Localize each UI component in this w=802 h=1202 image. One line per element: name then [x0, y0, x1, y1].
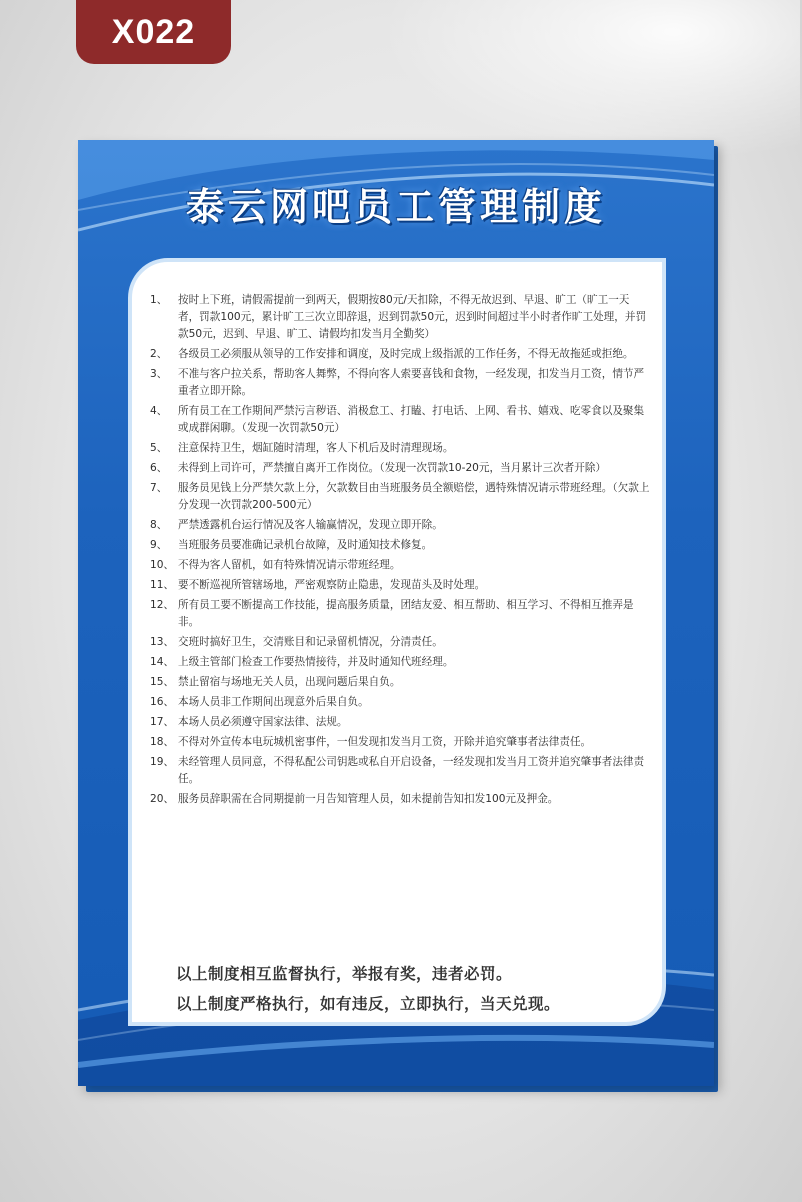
rule-text: 禁止留宿与场地无关人员，出现问题后果自负。 [178, 676, 401, 688]
rule-text: 不准与客户拉关系，帮助客人舞弊，不得向客人索要喜钱和食物，一经发现，扣发当月工资，情节严重者立即开除。 [178, 368, 645, 397]
rule-text: 服务员辞职需在合同期提前一月告知管理人员，如未提前告知扣发100元及押金。 [178, 793, 559, 805]
rule-number: 1、 [150, 294, 168, 306]
rule-item [150, 674, 650, 691]
rule-text: 当班服务员要准确记录机台故障，及时通知技术修复。 [178, 539, 433, 551]
rule-text: 要不断巡视所管辖场地，严密观察防止隐患，发现苗头及时处理。 [178, 579, 486, 591]
rule-item [150, 791, 650, 808]
rule-number: 6、 [150, 462, 168, 474]
rule-number: 12、 [150, 599, 175, 611]
rule-item [150, 734, 650, 751]
rule-number: 7、 [150, 482, 168, 494]
board-title: 泰云网吧员工管理制度 [185, 185, 606, 229]
rules-panel [128, 258, 666, 1026]
rule-number: 19、 [150, 756, 175, 768]
rule-item [150, 634, 650, 651]
rule-item [150, 440, 650, 457]
rule-number: 15、 [150, 676, 175, 688]
rule-number: 18、 [150, 736, 175, 748]
rule-text: 本场人员非工作期间出现意外后果自负。 [178, 696, 369, 708]
rule-text: 按时上下班，请假需提前一到两天，假期按80元/天扣除，不得无故迟到、早退、旷工（旷工一天者，罚款100元，累计旷工三次立即辞退，迟到罚款50元，迟到时间超过半小时者作旷工处理，并罚款50元，迟到、早退、旷工、请假均扣发当月全勤奖） [178, 294, 647, 340]
rule-item [150, 537, 650, 554]
rule-number: 3、 [150, 368, 168, 380]
rule-item [150, 517, 650, 534]
rule-item [150, 694, 650, 711]
rule-item [150, 292, 650, 343]
wall-highlight [380, 0, 800, 160]
rule-text: 不得对外宣传本电玩城机密事件，一但发现扣发当月工资，开除并追究肇事者法律责任。 [178, 736, 592, 748]
rule-item [150, 460, 650, 477]
rule-number: 16、 [150, 696, 175, 708]
rule-item [150, 754, 650, 788]
rule-number: 14、 [150, 656, 175, 668]
rule-text: 各级员工必须服从领导的工作安排和调度，及时完成上级指派的工作任务，不得无故拖延或拒绝。 [178, 348, 634, 360]
rule-text: 未经管理人员同意，不得私配公司钥匙或私自开启设备，一经发现扣发当月工资并追究肇事者法律责任。 [178, 756, 645, 785]
rule-text: 本场人员必须遵守国家法律、法规。 [178, 716, 348, 728]
rule-text: 不得为客人留机，如有特殊情况请示带班经理。 [178, 559, 401, 571]
rule-text: 严禁透露机台运行情况及客人输赢情况，发现立即开除。 [178, 519, 443, 531]
rule-number: 2、 [150, 348, 168, 360]
rule-item [150, 597, 650, 631]
rule-number: 13、 [150, 636, 175, 648]
rule-text: 未得到上司许可，严禁擅自离开工作岗位。（发现一次罚款10-20元，当月累计三次者开除） [178, 462, 607, 474]
footer-line-1: 以上制度相互监督执行，举报有奖，违者必罚。 [176, 965, 513, 983]
rule-number: 10、 [150, 559, 175, 571]
rule-item [150, 403, 650, 437]
rule-text: 交班时搞好卫生，交清账目和记录留机情况，分清责任。 [178, 636, 443, 648]
rule-number: 11、 [150, 579, 175, 591]
rule-item [150, 577, 650, 594]
rule-text: 所有员工要不断提高工作技能，提高服务质量，团结友爱、相互帮助、相互学习、不得相互推弄是非。 [178, 599, 634, 628]
rules-list [150, 292, 650, 811]
product-code-tag [76, 0, 231, 64]
rule-text: 所有员工在工作期间严禁污言秽语、消极怠工、打瞌、打电话、上网、看书、嬉戏、吃零食以及聚集或成群闲聊。（发现一次罚款50元） [178, 405, 645, 434]
footer-line-2: 以上制度严格执行，如有违反，立即执行，当天兑现。 [176, 995, 561, 1013]
rule-number: 4、 [150, 405, 168, 417]
rule-number: 20、 [150, 793, 175, 805]
rule-item [150, 366, 650, 400]
product-code: X022 [111, 12, 196, 51]
notice-board [78, 140, 714, 1086]
rule-item [150, 714, 650, 731]
rule-number: 8、 [150, 519, 168, 531]
rule-item [150, 557, 650, 574]
rule-text: 注意保持卫生，烟缸随时清理，客人下机后及时清理现场。 [178, 442, 454, 454]
rule-item [150, 346, 650, 363]
rule-text: 服务员见钱上分严禁欠款上分，欠款数目由当班服务员全额赔偿，遇特殊情况请示带班经理。（欠款上分发现一次罚款200-500元） [178, 482, 650, 511]
rule-number: 9、 [150, 539, 168, 551]
rule-number: 17、 [150, 716, 175, 728]
rule-item [150, 654, 650, 671]
rule-text: 上级主管部门检查工作要热情接待，并及时通知代班经理。 [178, 656, 454, 668]
rule-number: 5、 [150, 442, 168, 454]
rule-item [150, 480, 650, 514]
